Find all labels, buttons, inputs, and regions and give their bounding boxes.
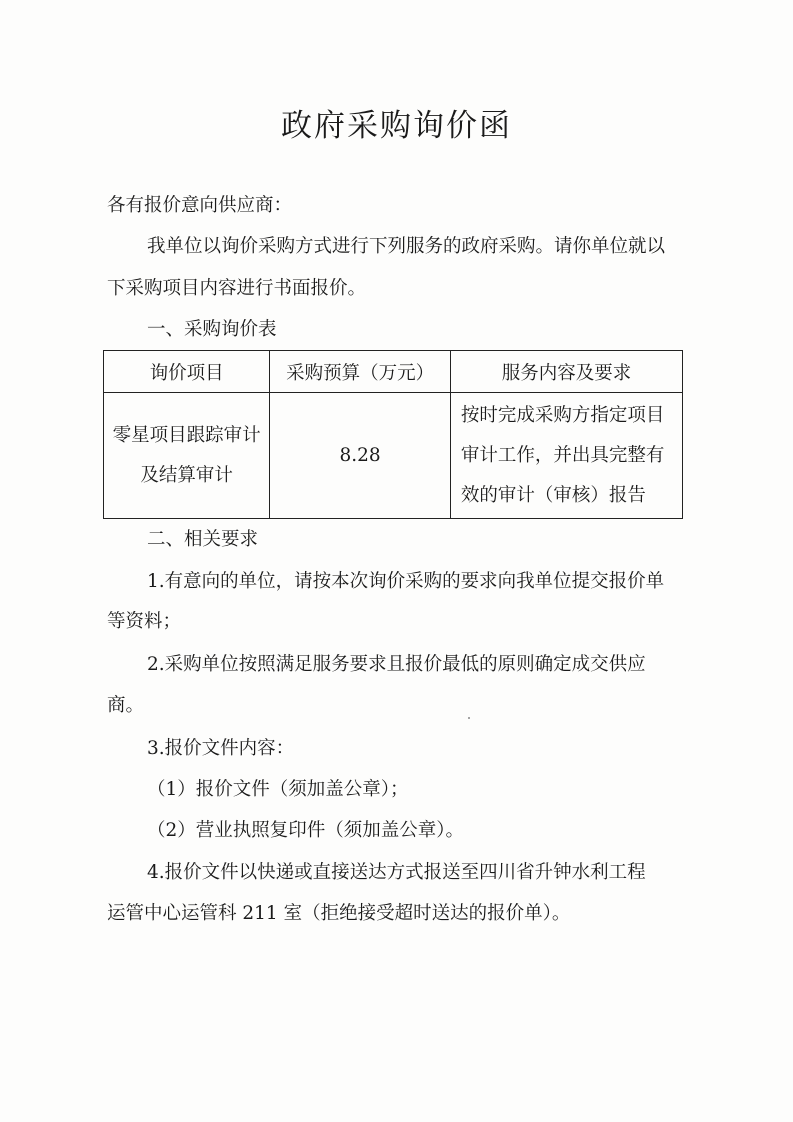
section-heading-requirements: 二、相关要求 xyxy=(147,529,259,550)
requirement-1-line-2: 等资料； xyxy=(107,611,182,632)
requirement-3-item-2: （2）营业执照复印件（须加盖公章）。 xyxy=(147,820,465,841)
requirement-3-item-1: （1）报价文件（须加盖公章）； xyxy=(147,779,409,800)
content-line-1: 按时完成采购方指定项目 xyxy=(460,404,665,426)
requirement-3: 3.报价文件内容： xyxy=(147,738,295,759)
intro-line-1: 我单位以询价采购方式进行下列服务的政府采购。请你单位就以 xyxy=(147,236,666,257)
item-line-2: 及结算审计 xyxy=(140,464,233,486)
table-row xyxy=(104,393,683,519)
content-line-2: 审计工作，并出具完整有 xyxy=(460,444,665,466)
header-item: 询价项目 xyxy=(104,351,270,393)
cell-content xyxy=(450,393,682,519)
table-header-row xyxy=(104,351,683,393)
item-line-1: 零星项目跟踪审计 xyxy=(112,424,261,446)
cell-item xyxy=(104,393,270,519)
requirement-1-line-1: 1.有意向的单位，请按本次询价采购的要求向我单位提交报价单 xyxy=(147,571,665,592)
document-title: 政府采购询价函 xyxy=(281,108,512,144)
requirement-2-line-1: 2.采购单位按照满足服务要求且报价最低的原则确定成交供应 xyxy=(147,654,646,675)
salutation: 各有报价意向供应商： xyxy=(107,195,293,216)
requirement-4-line-1: 4.报价文件以快递或直接送达方式报送至四川省升钟水利工程 xyxy=(147,862,646,883)
requirement-4-line-2: 运管中心运管科 211 室（拒绝接受超时送达的报价单）。 xyxy=(107,903,571,924)
requirement-2-line-2: 商。 xyxy=(107,695,145,716)
section-heading-quote-table: 一、采购询价表 xyxy=(147,319,277,340)
header-budget: 采购预算（万元） xyxy=(270,351,451,393)
quote-table xyxy=(103,350,683,519)
content-line-3: 效的审计（审核）报告 xyxy=(460,484,646,506)
header-content: 服务内容及要求 xyxy=(450,351,682,393)
intro-line-2: 下采购项目内容进行书面报价。 xyxy=(107,278,367,299)
scan-speck xyxy=(468,717,470,719)
cell-budget: 8.28 xyxy=(270,393,451,519)
